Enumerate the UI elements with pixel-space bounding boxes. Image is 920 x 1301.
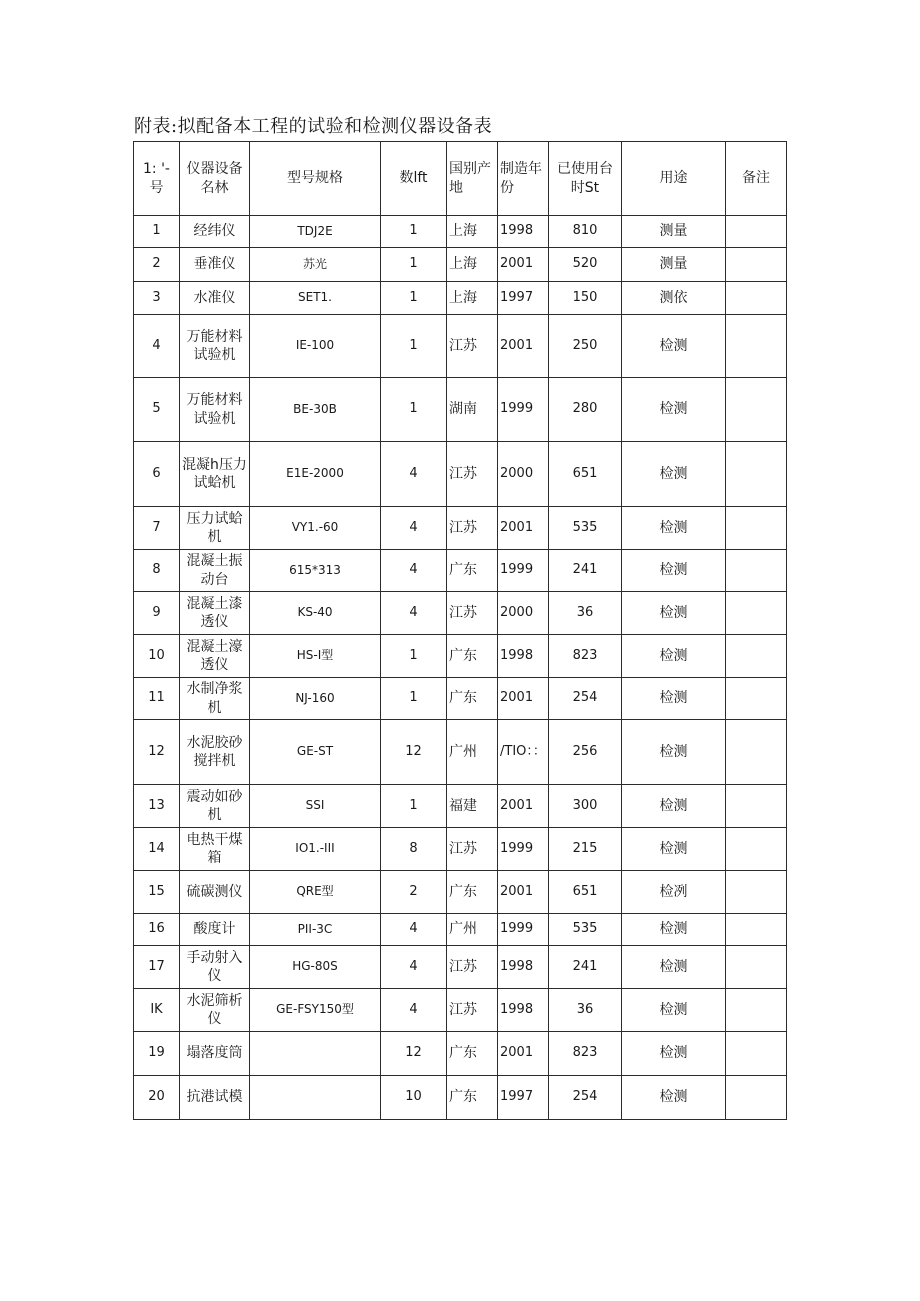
table-row: [134, 550, 787, 592]
cell-year: 2000: [498, 442, 549, 507]
cell-no: 5: [134, 378, 180, 442]
cell-origin: 广东: [447, 635, 498, 678]
cell-model: [250, 1032, 381, 1076]
cell-qty: 4: [381, 442, 447, 507]
cell-note: [726, 1032, 787, 1076]
cell-origin: 广州: [447, 720, 498, 785]
table-row: [134, 828, 787, 871]
cell-note: [726, 282, 787, 315]
cell-note: [726, 216, 787, 248]
equipment-table: [133, 141, 787, 1120]
cell-qty: 1: [381, 378, 447, 442]
cell-note: [726, 828, 787, 871]
cell-origin: 湖南: [447, 378, 498, 442]
cell-no: 16: [134, 914, 180, 946]
cell-name: 混凝土濠透仪: [180, 635, 250, 678]
cell-no: 9: [134, 592, 180, 635]
table-row: [134, 635, 787, 678]
table-row: [134, 315, 787, 378]
cell-name: 酸度计: [180, 914, 250, 946]
cell-model: BE-30B: [250, 378, 381, 442]
cell-use: 检测: [622, 442, 726, 507]
cell-no: 20: [134, 1076, 180, 1120]
cell-note: [726, 678, 787, 720]
cell-hours: 36: [549, 592, 622, 635]
cell-name: 硫碳测仪: [180, 871, 250, 914]
cell-no: 14: [134, 828, 180, 871]
cell-use: 检测: [622, 720, 726, 785]
cell-name: 混凝h压力试蛤机: [180, 442, 250, 507]
cell-origin: 广东: [447, 871, 498, 914]
cell-year: 1998: [498, 635, 549, 678]
cell-model: E1E-2000: [250, 442, 381, 507]
cell-use: 检测: [622, 635, 726, 678]
cell-note: [726, 315, 787, 378]
cell-year: 2001: [498, 678, 549, 720]
cell-origin: 福建: [447, 785, 498, 828]
cell-no: 1: [134, 216, 180, 248]
cell-no: 12: [134, 720, 180, 785]
cell-no: 3: [134, 282, 180, 315]
table-row: [134, 592, 787, 635]
cell-origin: 江苏: [447, 989, 498, 1032]
cell-model: TDJ2E: [250, 216, 381, 248]
table-header-row: [134, 142, 787, 216]
header-qty: 数lft: [381, 142, 447, 216]
table-row: [134, 216, 787, 248]
table-row: [134, 248, 787, 282]
cell-qty: 1: [381, 678, 447, 720]
cell-name: 水泥胶砂搅拌机: [180, 720, 250, 785]
cell-name: 电热干煤箱: [180, 828, 250, 871]
cell-name: 震动如砂机: [180, 785, 250, 828]
cell-qty: 4: [381, 507, 447, 550]
cell-name: 水制净浆机: [180, 678, 250, 720]
cell-qty: 1: [381, 315, 447, 378]
cell-note: [726, 378, 787, 442]
cell-use: 检测: [622, 592, 726, 635]
cell-name: 经纬仪: [180, 216, 250, 248]
table-row: [134, 1032, 787, 1076]
cell-hours: 256: [549, 720, 622, 785]
cell-qty: 12: [381, 1032, 447, 1076]
cell-hours: 254: [549, 1076, 622, 1120]
cell-note: [726, 1076, 787, 1120]
cell-no: 19: [134, 1032, 180, 1076]
cell-year: 1998: [498, 216, 549, 248]
cell-hours: 300: [549, 785, 622, 828]
cell-note: [726, 720, 787, 785]
cell-hours: 823: [549, 1032, 622, 1076]
table-row: [134, 785, 787, 828]
cell-hours: 651: [549, 442, 622, 507]
cell-model: IO1.-III: [250, 828, 381, 871]
cell-hours: 823: [549, 635, 622, 678]
cell-qty: 1: [381, 635, 447, 678]
cell-hours: 254: [549, 678, 622, 720]
cell-origin: 广东: [447, 678, 498, 720]
cell-year: 2001: [498, 507, 549, 550]
cell-hours: 250: [549, 315, 622, 378]
cell-year: 1998: [498, 946, 549, 989]
cell-model: GE-ST: [250, 720, 381, 785]
cell-note: [726, 507, 787, 550]
cell-year: 2000: [498, 592, 549, 635]
header-year: 制造年份: [498, 142, 549, 216]
cell-no: 13: [134, 785, 180, 828]
cell-use: 检测: [622, 785, 726, 828]
cell-use: 检冽: [622, 871, 726, 914]
table-row: [134, 1076, 787, 1120]
cell-model: HG-80S: [250, 946, 381, 989]
cell-model: KS-40: [250, 592, 381, 635]
cell-qty: 1: [381, 282, 447, 315]
cell-year: 2001: [498, 315, 549, 378]
cell-no: 4: [134, 315, 180, 378]
cell-origin: 广东: [447, 1032, 498, 1076]
cell-model: 615*313: [250, 550, 381, 592]
table-row: [134, 507, 787, 550]
cell-name: 万能材料试验机: [180, 378, 250, 442]
cell-name: 混凝土振动台: [180, 550, 250, 592]
cell-name: 水泥筛析仪: [180, 989, 250, 1032]
cell-note: [726, 871, 787, 914]
cell-no: 7: [134, 507, 180, 550]
cell-no: 15: [134, 871, 180, 914]
cell-model: GE-FSY150型: [250, 989, 381, 1032]
cell-use: 检测: [622, 507, 726, 550]
cell-name: 抗港试模: [180, 1076, 250, 1120]
page-title: 附表:拟配备本工程的试验和检测仪器设备表: [134, 116, 493, 137]
table-row: [134, 871, 787, 914]
cell-year: /TIO：：: [498, 720, 549, 785]
cell-qty: 2: [381, 871, 447, 914]
cell-qty: 4: [381, 914, 447, 946]
table-row: [134, 378, 787, 442]
cell-year: 1999: [498, 550, 549, 592]
cell-origin: 上海: [447, 216, 498, 248]
table-row: [134, 678, 787, 720]
header-use: 用途: [622, 142, 726, 216]
cell-hours: 280: [549, 378, 622, 442]
cell-hours: 150: [549, 282, 622, 315]
cell-note: [726, 914, 787, 946]
cell-origin: 上海: [447, 248, 498, 282]
cell-use: 测量: [622, 216, 726, 248]
cell-year: 1998: [498, 989, 549, 1032]
cell-model: QRE型: [250, 871, 381, 914]
cell-use: 检测: [622, 989, 726, 1032]
cell-hours: 651: [549, 871, 622, 914]
cell-name: 塌落度筒: [180, 1032, 250, 1076]
header-note: 备注: [726, 142, 787, 216]
cell-model: VY1.-60: [250, 507, 381, 550]
table-row: [134, 442, 787, 507]
header-hours: 已使用台时St: [549, 142, 622, 216]
cell-origin: 江苏: [447, 828, 498, 871]
cell-note: [726, 248, 787, 282]
cell-origin: 江苏: [447, 442, 498, 507]
cell-origin: 江苏: [447, 946, 498, 989]
cell-name: 手动射入仪: [180, 946, 250, 989]
cell-hours: 241: [549, 946, 622, 989]
cell-no: 8: [134, 550, 180, 592]
cell-year: 1997: [498, 282, 549, 315]
header-origin: 国别产地: [447, 142, 498, 216]
cell-hours: 241: [549, 550, 622, 592]
cell-name: 垂准仪: [180, 248, 250, 282]
cell-use: 检测: [622, 828, 726, 871]
cell-note: [726, 592, 787, 635]
cell-use: 检测: [622, 946, 726, 989]
cell-no: 2: [134, 248, 180, 282]
cell-model: NJ-160: [250, 678, 381, 720]
cell-qty: 10: [381, 1076, 447, 1120]
cell-use: 检测: [622, 914, 726, 946]
cell-year: 2001: [498, 248, 549, 282]
cell-no: 6: [134, 442, 180, 507]
cell-model: SSI: [250, 785, 381, 828]
cell-qty: 8: [381, 828, 447, 871]
cell-use: 测量: [622, 248, 726, 282]
cell-origin: 广东: [447, 550, 498, 592]
cell-qty: 4: [381, 989, 447, 1032]
cell-origin: 广东: [447, 1076, 498, 1120]
cell-qty: 1: [381, 785, 447, 828]
cell-qty: 12: [381, 720, 447, 785]
cell-qty: 1: [381, 216, 447, 248]
cell-origin: 江苏: [447, 507, 498, 550]
cell-note: [726, 989, 787, 1032]
cell-note: [726, 550, 787, 592]
table-row: [134, 989, 787, 1032]
cell-hours: 215: [549, 828, 622, 871]
cell-name: 混凝土漆透仪: [180, 592, 250, 635]
cell-name: 水准仪: [180, 282, 250, 315]
cell-hours: 810: [549, 216, 622, 248]
cell-note: [726, 442, 787, 507]
table-row: [134, 282, 787, 315]
cell-year: 1997: [498, 1076, 549, 1120]
cell-name: 万能材料试验机: [180, 315, 250, 378]
cell-origin: 上海: [447, 282, 498, 315]
cell-model: HS-I型: [250, 635, 381, 678]
cell-origin: 江苏: [447, 592, 498, 635]
table-row: [134, 946, 787, 989]
table-row: [134, 914, 787, 946]
cell-qty: 4: [381, 550, 447, 592]
cell-year: 2001: [498, 871, 549, 914]
cell-model: [250, 1076, 381, 1120]
cell-use: 测依: [622, 282, 726, 315]
cell-origin: 广州: [447, 914, 498, 946]
cell-hours: 535: [549, 507, 622, 550]
cell-note: [726, 635, 787, 678]
cell-name: 压力试蛤机: [180, 507, 250, 550]
cell-model: PII-3C: [250, 914, 381, 946]
cell-use: 检测: [622, 550, 726, 592]
table-row: [134, 720, 787, 785]
cell-qty: 4: [381, 592, 447, 635]
cell-model: IE-100: [250, 315, 381, 378]
cell-year: 2001: [498, 1032, 549, 1076]
cell-hours: 535: [549, 914, 622, 946]
cell-no: 17: [134, 946, 180, 989]
header-model: 型号规格: [250, 142, 381, 216]
header-no: 1: '- 号: [134, 142, 180, 216]
cell-model: SET1.: [250, 282, 381, 315]
cell-model: 苏光: [250, 248, 381, 282]
cell-origin: 江苏: [447, 315, 498, 378]
cell-note: [726, 785, 787, 828]
cell-year: 1999: [498, 828, 549, 871]
cell-no: 10: [134, 635, 180, 678]
cell-qty: 4: [381, 946, 447, 989]
cell-hours: 36: [549, 989, 622, 1032]
cell-use: 检测: [622, 1076, 726, 1120]
cell-note: [726, 946, 787, 989]
cell-qty: 1: [381, 248, 447, 282]
cell-use: 检测: [622, 378, 726, 442]
cell-use: 检测: [622, 315, 726, 378]
cell-use: 检测: [622, 1032, 726, 1076]
cell-no: IK: [134, 989, 180, 1032]
cell-year: 1999: [498, 914, 549, 946]
cell-hours: 520: [549, 248, 622, 282]
cell-year: 2001: [498, 785, 549, 828]
cell-use: 检测: [622, 678, 726, 720]
cell-year: 1999: [498, 378, 549, 442]
cell-no: 11: [134, 678, 180, 720]
header-name: 仪器设备名林: [180, 142, 250, 216]
